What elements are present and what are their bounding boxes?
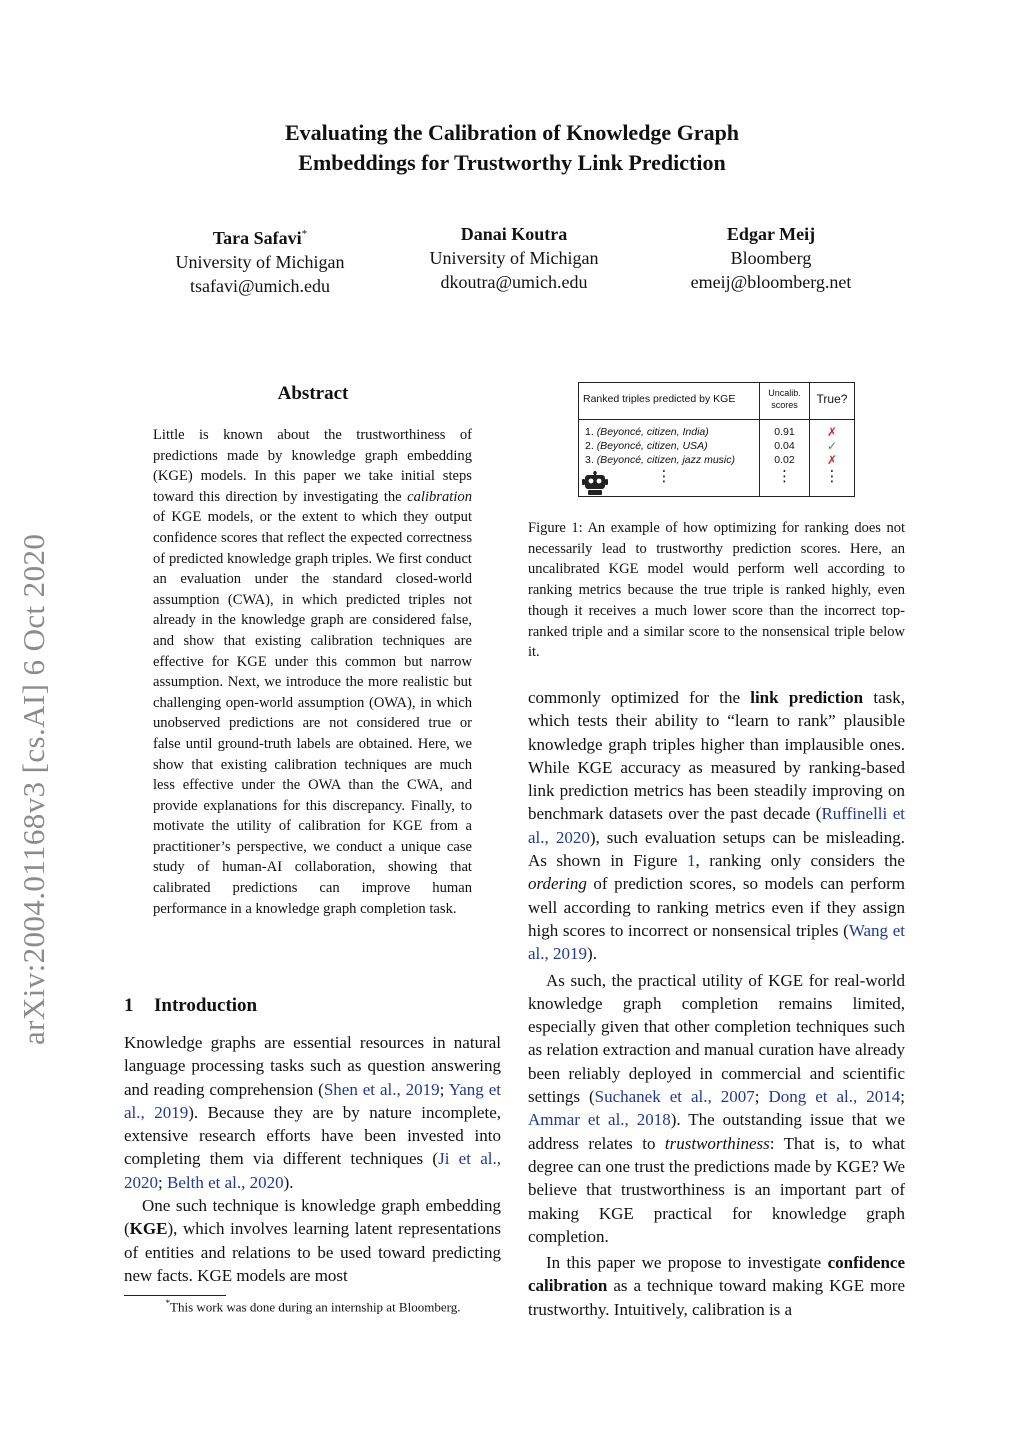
ellipsis: ⋮ [656, 468, 672, 485]
author-email[interactable]: dkoutra@umich.edu [440, 272, 588, 292]
ellipsis: ⋮ [777, 468, 792, 485]
column-header-true: True? [816, 392, 848, 406]
paragraph: commonly optimized for the link prediction task, which tests their ability to “learn to rank” plausible knowledge graph triples higher than implausible ones. While KGE accuracy as measured by ranking-based link prediction metrics has been steadily improving on benchmark datasets over the past decade (Ruffinelli et al., 2020), such evaluation setups can be misleading. As shown in Figure 1, ranking only considers the ordering of prediction scores, so models can perform well according to ranking metrics even if they assign high scores to incorrect or nonsensical triples (Wang et al., 2019). [528, 688, 906, 964]
cross-icon: ✗ [826, 453, 838, 467]
author-email[interactable]: emeij@bloomberg.net [690, 272, 852, 292]
citation-link[interactable]: Dong et al., 2014 [768, 1087, 901, 1107]
figure-1-caption: Figure 1: An example of how optimizing for ranking does not necessarily lead to trustworthy prediction scores. Here, an uncalibrated KGE model would perform well according to ranking metrics because the true triple is ranked highly, even though it receives a much lower score than the incorrect top-ranked triple and a similar score to the nonsensical triple below it. [528, 520, 905, 661]
truth-list [810, 425, 854, 467]
abstract-text: Little is known about the trustworthiness of predictions made by knowledge graph embedding (KGE) models. In this paper we take initial steps toward this direction by investigating the calibration of KGE models, or the extent to which they output confidence scores that reflect the expected correctness of predicted knowledge graph triples. We first conduct an evaluation under the standard closed-world assumption (CWA), in which predicted triples not already in the knowledge graph are considered false, and show that existing calibration techniques are effective for KGE under this common but narrow assumption. Next, we introduce the more realistic but challenging open-world assumption (OWA), in which unobserved predictions are not considered true or false until ground-truth labels are obtained. Here, we show that existing calibration techniques are much less effective under the OWA than the CWA, and provide explanations for this discrepancy. Finally, to motivate the utility of calibration for KGE from a practitioner’s perspective, we conduct a unique case study of human-AI collaboration, showing that calibrated predictions can improve human performance in a knowledge graph completion task. [153, 427, 472, 917]
triple-row: 1. (Beyoncé, citizen, India) [585, 426, 709, 438]
arxiv-stamp: arXiv:2004.01168v3 [cs.AI] 6 Oct 2020 [16, 533, 51, 1045]
paper-title [0, 118, 1024, 178]
score-value: 0.91 [774, 426, 795, 438]
paragraph: One such technique is knowledge graph embedding (KGE), which involves learning latent representations of entities and relations to be used toward predicting new facts. KGE models are most [124, 1196, 501, 1285]
figure-1-table [578, 382, 855, 497]
score-value: 0.02 [774, 454, 795, 466]
paragraph: As such, the practical utility of KGE for real-world knowledge graph completion remains limited, especially given that other completion techniques such as relation extraction and manual curation have already been reliably deployed in commercial and scientific settings (Suchanek et al., 2007; Dong et al., 2014; Ammar et al., 2018). The outstanding issue that we address relates to trustworthiness: That is, to what degree can one trust the predictions made by KGE? We believe that trustworthiness is an important part of making KGE practical for knowledge graph completion. [528, 970, 906, 1246]
intro-left-column [124, 1031, 501, 1287]
footnote-mark: * [301, 228, 308, 240]
title-line-2: Embeddings for Trustworthy Link Prediction [298, 150, 726, 175]
ellipsis: ⋮ [824, 468, 840, 485]
triple-row: 2. (Beyoncé, citizen, USA) [585, 440, 708, 452]
citation-link[interactable]: Ji et al., 2020 [124, 1149, 501, 1192]
citation-link[interactable]: Belth et al., 2020 [166, 1172, 284, 1192]
citation-link[interactable]: Shen et al., 2019 [323, 1079, 440, 1099]
author-block-3 [641, 222, 901, 294]
title-line-1: Evaluating the Calibration of Knowledge Graph [284, 120, 740, 145]
author-affiliation: University of Michigan [175, 252, 345, 272]
footnote-rule [124, 1295, 226, 1296]
author-affiliation: University of Michigan [429, 248, 599, 268]
author-block-1 [130, 222, 390, 298]
author-affiliation: Bloomberg [730, 248, 812, 268]
column-header-scores: Uncalib. scores [768, 388, 801, 410]
abstract-heading: Abstract [277, 383, 349, 404]
citation-link[interactable]: Wang et al., 2019 [528, 920, 906, 964]
paragraph: Knowledge graphs are essential resources in natural language processing tasks such as question answering and reading comprehension (Shen et al., 2019; Yang et al., 2019). Because they are by nature incomplete, extensive research efforts have been invested into completing them via different techniques (Ji et al., 2020; Belth et al., 2020). [124, 1033, 502, 1192]
intro-right-column [528, 686, 905, 1321]
column-header-triples: Ranked triples predicted by KGE [583, 393, 736, 405]
paragraph: In this paper we propose to investigate confidence calibration as a technique toward making KGE more trustworthy. Intuitively, calibration is a [528, 1253, 905, 1319]
section-heading-introduction: 1 Introduction [124, 995, 258, 1016]
score-value: 0.04 [774, 440, 795, 452]
author-block-2 [384, 222, 644, 294]
author-email[interactable]: tsafavi@umich.edu [189, 276, 331, 296]
citation-link[interactable]: Ammar et al., 2018 [528, 1110, 671, 1130]
check-icon: ✓ [826, 439, 838, 453]
citation-link[interactable]: Yang et al., 2019 [124, 1079, 502, 1122]
cross-icon: ✗ [826, 425, 838, 439]
citation-link[interactable]: Suchanek et al., 2007 [594, 1087, 755, 1107]
citation-link[interactable]: Ruffinelli et al., 2020 [528, 804, 905, 847]
figure-reference-link[interactable]: 1 [687, 851, 696, 871]
score-list [760, 425, 809, 467]
author-name: Tara Safavi [212, 228, 302, 248]
triple-list [585, 425, 735, 467]
footnote: *This work was done during an internship at Bloomberg. [165, 1298, 461, 1315]
author-name: Edgar Meij [726, 224, 816, 244]
triple-row: 3. (Beyoncé, citizen, jazz music) [585, 454, 735, 466]
robot-icon [582, 471, 608, 495]
author-name: Danai Koutra [460, 224, 568, 244]
